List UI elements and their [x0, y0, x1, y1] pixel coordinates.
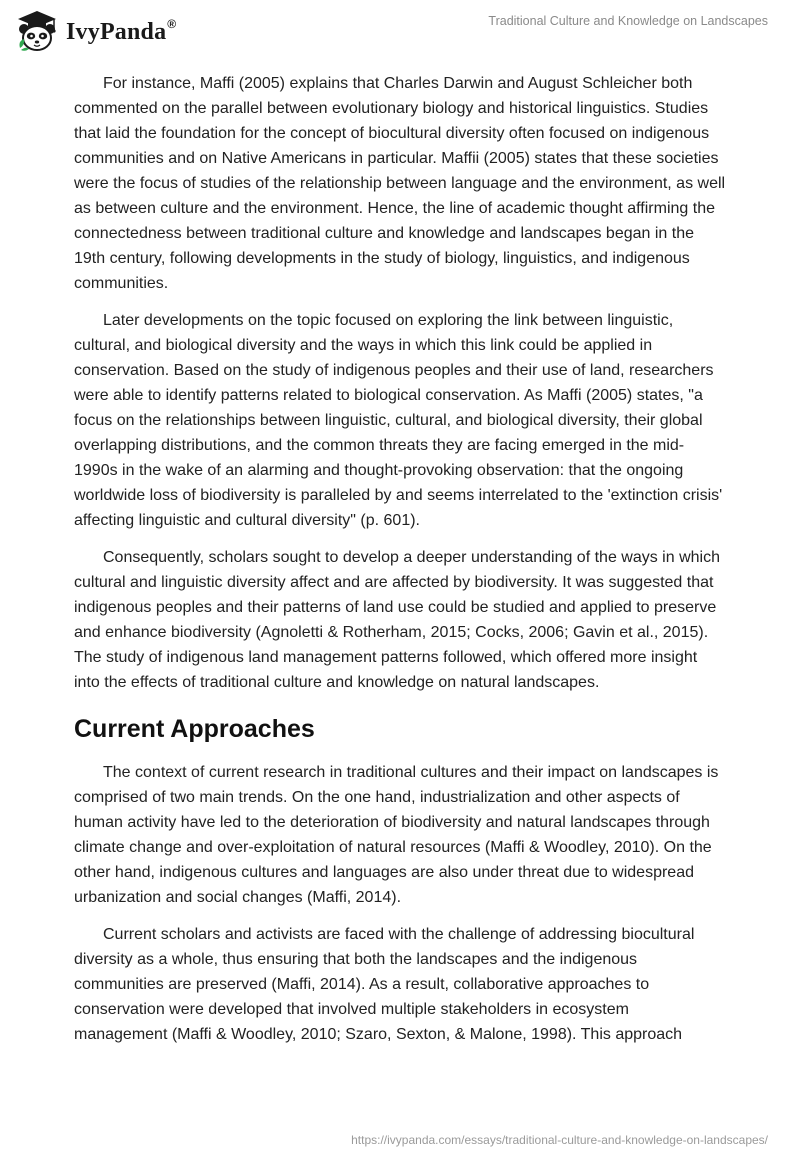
- ivypanda-logo[interactable]: [14, 8, 176, 54]
- panda-graduate-icon: [14, 8, 60, 54]
- brand-name: IvyPanda®: [66, 16, 177, 45]
- document-title: Traditional Culture and Knowledge on Landscapes: [488, 14, 768, 28]
- page-header: [0, 0, 800, 60]
- registered-mark: ®: [167, 16, 177, 31]
- article-body: [74, 71, 726, 1059]
- paragraph-current-research: The context of current research in traditional cultures and their impact on landscapes is comprised of two main trends. On the one hand, industrialization and other aspects of human activity have led to the deterioration of biodiversity and natural landscapes through climate change and over-exploitation of natural resources (Maffi & Woodley, 2010). On the other hand, indigenous cultures and languages are also under threat due to widespread urbanization and social changes (Maffi, 2014).: [74, 764, 719, 906]
- paragraph-later-developments: Later developments on the topic focused on exploring the link between linguistic, cultural, and biological diversity and the ways in which this link could be applied in conservation. Based on the study of indigenous peoples and their use of land, researchers were able to identify patterns related to biological conservation. As Maffi (2005) states, "a focus on the relationships between linguistic, cultural, and biological diversity, their global overlapping distributions, and the common threats they are facing emerged in the mid-1990s in the wake of an alarming and thought-provoking observation: that the ongoing worldwide loss of biodiversity is paralleled by and seems interrelated to the 'extinction crisis' affecting linguistic and cultural diversity" (p. 601).: [74, 312, 723, 529]
- paragraph-consequently: Consequently, scholars sought to develop a deeper understanding of the ways in which cultural and linguistic diversity affect and are affected by biodiversity. It was suggested that indigenous peoples and their patterns of land use could be studied and applied to preserve and enhance biodiversity (Agnoletti & Rotherham, 2015; Cocks, 2006; Gavin et al., 2015). The study of indigenous land management patterns followed, which offered more insight into the effects of traditional culture and knowledge on natural landscapes.: [74, 549, 720, 691]
- paragraph-darwin-schleicher: For instance, Maffi (2005) explains that Charles Darwin and August Schleicher both commented on the parallel between evolutionary biology and historical linguistics. Studies that laid the foundation for the concept of biocultural diversity often focused on indigenous communities and on Native Americans in particular. Maffii (2005) states that these societies were the focus of studies of the relationship between language and the environment, as well as between culture and the environment. Hence, the line of academic thought affirming the connectedness between traditional culture and knowledge and landscapes began in the 19th century, following developments in the study of biology, linguistics, and indigenous communities.: [74, 75, 726, 292]
- paragraph-current-scholars: Current scholars and activists are faced with the challenge of addressing biocultural diversity as a whole, thus ensuring that both the landscapes and the indigenous communities are preserved (Maffi, 2014). As a result, collaborative approaches to conservation were developed that involved multiple stakeholders in ecosystem management (Maffi & Woodley, 2010; Szaro, Sexton, & Malone, 1998). This approach: [74, 926, 695, 1043]
- section-heading-current-approaches: Current Approaches: [74, 715, 315, 743]
- source-url[interactable]: https://ivypanda.com/essays/traditional-culture-and-knowledge-on-landscapes/: [351, 1133, 768, 1147]
